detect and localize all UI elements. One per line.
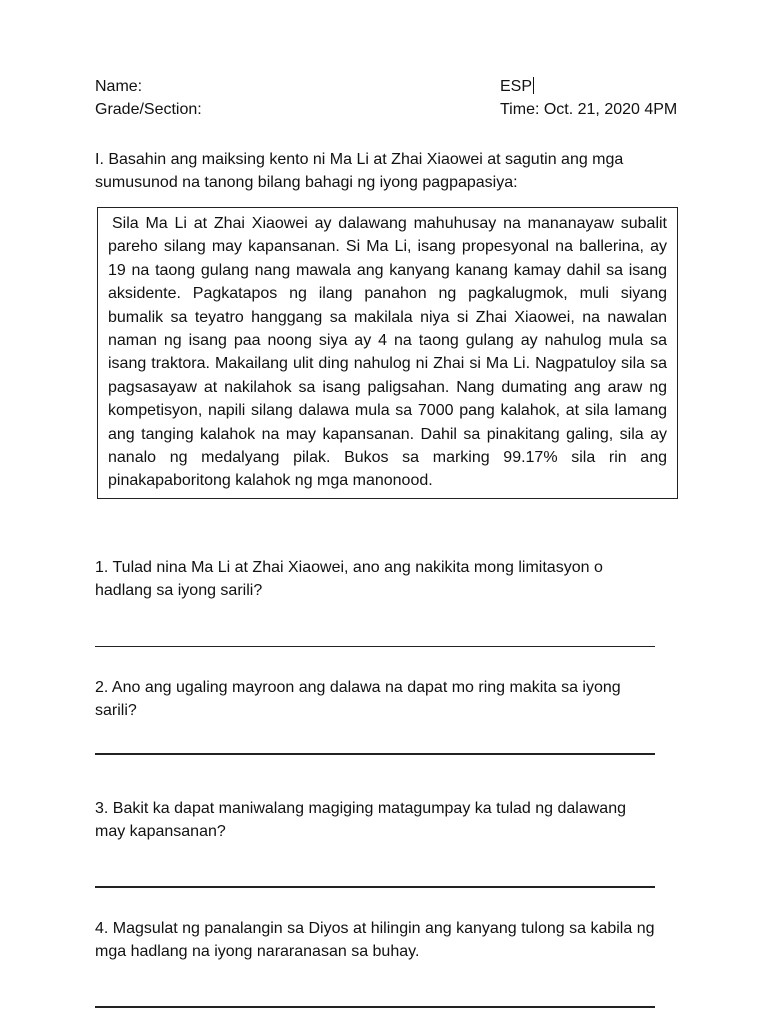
- name-label: Name:: [95, 78, 143, 95]
- answer-line-3[interactable]: [95, 886, 655, 888]
- answer-line-4[interactable]: [95, 1006, 655, 1008]
- answer-line-1[interactable]: [95, 646, 655, 647]
- question-2: 2. Ano ang ugaling mayroon ang dalawa na dapat mo ring makita sa iyong sarili?: [95, 679, 621, 719]
- story-box: [97, 207, 678, 499]
- story-text: Sila Ma Li at Zhai Xiaowei ay dalawang mahuhusay na mananayaw subalit pareho silang may kapansanan. Si Ma Li, isang propesyonal na ballerina, ay 19 na taong gulang nang mawala ang kanyang kanang kamay dahil sa isang aksidente. Pagkatapos ng ilang panahon ng pagkalugmok, muli siyang bumalik sa teyatro hanggang sa makilala niya si Zhai Xiaowei, na nawalan naman ng isang paa noong siya ay 4 na taong gulang ay nahulog mula sa isang traktora. Makailang ulit ding nahulog ni Zhai si Ma Li. Nagpatuloy sila sa pagsasayaw at nakilahok sa isang paligsahan. Nang dumating ang araw ng kompetisyon, napili silang dalawa mula sa 7000 pang kalahok, at sila lamang ang tanging kalahok na may kapansanan. Dahil sa pinakitang galing, sila ay nanalo ng medalyang pilak. Bukos sa marking 99.17% sila rin ang pinakapaboritong kalahok ng mga manonood.: [108, 215, 667, 490]
- subject-text: ESP: [500, 78, 533, 95]
- grade-section-label: Grade/Section:: [95, 101, 202, 118]
- subject-label: [500, 76, 534, 98]
- question-1: 1. Tulad nina Ma Li at Zhai Xiaowei, ano ang nakikita mong limitasyon o hadlang sa iyong sarili?: [95, 559, 603, 599]
- question-4: 4. Magsulat ng panalangin sa Diyos at hilingin ang kanyang tulong sa kabila ng mga hadlang na iyong nararanasan sa buhay.: [95, 920, 655, 960]
- question-3: 3. Bakit ka dapat maniwalang magiging matagumpay ka tulad ng dalawang may kapansanan?: [95, 800, 626, 840]
- instruction-text: I. Basahin ang maiksing kento ni Ma Li at Zhai Xiaowei at sagutin ang mga sumusunod na tanong bilang bahagi ng iyong pagpapasiya:: [95, 151, 624, 191]
- answer-line-2[interactable]: [95, 753, 655, 755]
- time-label: Time: Oct. 21, 2020 4PM: [500, 101, 678, 118]
- text-cursor: [533, 77, 534, 94]
